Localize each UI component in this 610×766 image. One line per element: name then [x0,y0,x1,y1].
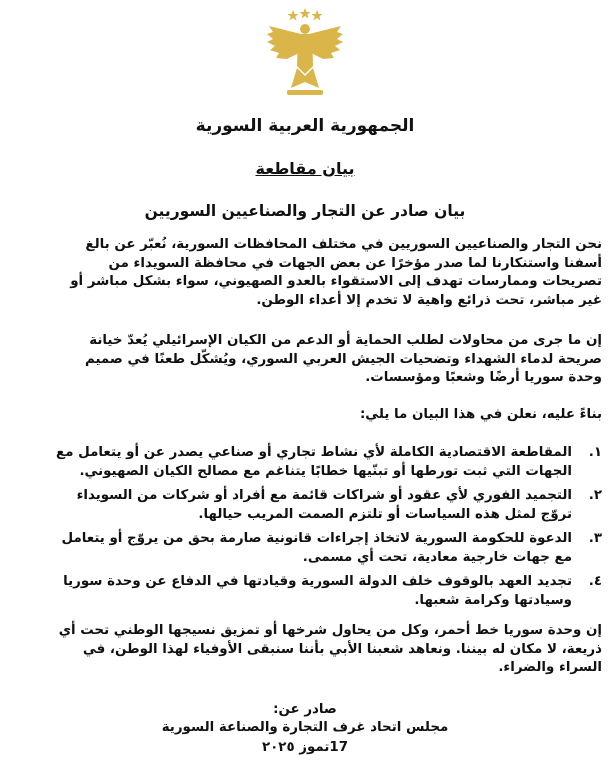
list-item-number: ٢. [588,488,602,503]
list-item-text: الدعوة للحكومة السورية لاتخاذ إجراءات قانونية صارمة بحق من يروّج أو يتعامل مع جهات خارجية معادية، تحت أي مسمى. [61,531,572,565]
list-item-text: التجميد الفوري لأي عقود أو شراكات قائمة مع أفراد أو شركات من السويداء تروّج لمثل هذه السياسات أو تلتزم الصمت المريب حيالها. [76,488,572,522]
paragraph-1: نحن التجار والصناعيين السوريين في مختلف المحافظات السورية، نُعبّر عن بالغ أسفنا واستنكارنا لما صدر مؤخرًا عن بعض الجهات في محافظة السويداء من تصريحات وممارسات تهدف إلى الاستقواء بالعدو الصهيوني، سواء بشكل مباشر أو غير مباشر، تحت ذرائع واهية لا تخدم إلا أعداء الوطن. [70,237,602,308]
list-item-text: تجديد العهد بالوقوف خلف الدولة السورية وقيادتها في الدفاع عن وحدة سوريا وسيادتها وكرامة شعبها. [63,574,572,608]
list-item-number: ٤. [588,574,602,589]
statement-subject: بيان صادر عن التجار والصناعيين السوريين [144,202,466,220]
issued-by-label: صادر عن: [273,702,337,717]
intro-line: بناءً عليه، نعلن في هذا البيان ما يلي: [359,407,602,422]
list-item [52,487,602,524]
golden-eagle-emblem-icon [263,8,347,100]
list-item [52,444,602,481]
document-type: بيان مقاطعة [255,159,355,178]
list-item-number: ١. [588,445,602,460]
list-item-text: المقاطعة الاقتصادية الكاملة لأي نشاط تجاري أو صناعي يصدر عن أو يتعامل مع الجهات التي ثبت تورطها أو تبنّيها خطابًا يتناغم مع مصالح الكيان الصهيوني. [56,445,572,479]
resolutions-list [52,444,602,616]
list-item [52,530,602,567]
list-item [52,573,602,610]
paragraph-2: إن ما جرى من محاولات لطلب الحماية أو الدعم من الكيان الإسرائيلي يُعدّ خيانة صريحة لدماء الشهداء وتضحيات الجيش العربي السوري، ويُشكّل طعنًا في صميم وحدة سوريا أرضًا وشعبًا ومؤسسات. [84,333,602,385]
issue-date: 17تموز ٢٠٢٥ [261,740,349,755]
country-name: الجمهورية العربية السورية [195,116,415,136]
list-item-number: ٣. [588,531,602,546]
closing-paragraph: إن وحدة سوريا خط أحمر، وكل من يحاول شرخها أو تمزيق نسيجها الوطني تحت أي ذريعة، لا مكان له بيننا. ونعاهد شعبنا الأبي بأننا سنبقى الأوفياء لهذا الوطن، في السراء والضراء. [58,623,602,675]
issuer-name: مجلس اتحاد غرف التجارة والصناعة السورية [161,720,449,735]
